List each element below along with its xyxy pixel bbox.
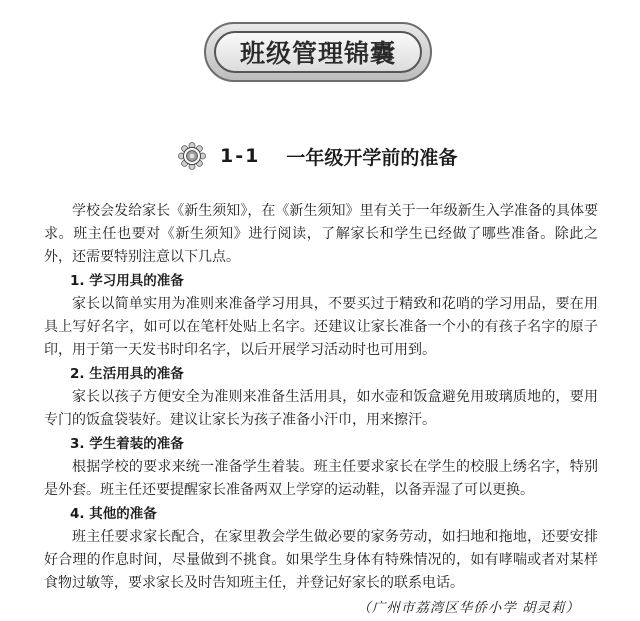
item-heading-3: 3. 学生着装的准备 <box>70 436 184 452</box>
item-text-4: 班主任要求家长配合，在家里教会学生做必要的家务劳动，如扫地和拖地，还要安排好合理的作息时间，尽量做到不挑食。如果学生身体有特殊情况的，如有哮喘或者对某样食物过敏等，要求家长及时告知班主任，并登记好家长的联系电话。 <box>44 529 598 591</box>
section-heading <box>178 141 457 171</box>
flower-icon <box>178 142 206 170</box>
item-heading-1: 1. 学习用具的准备 <box>70 273 184 289</box>
body-text <box>44 200 598 621</box>
title-banner-inner <box>214 31 422 73</box>
item-heading-2: 2. 生活用具的准备 <box>70 366 184 382</box>
banner-title: 班级管理锦囊 <box>239 39 396 68</box>
item-heading-4: 4. 其他的准备 <box>70 506 157 522</box>
title-banner <box>204 22 432 82</box>
item-text-3: 根据学校的要求来统一准备学生着装。班主任要求家长在学生的校服上绣名字，特别是外套。班主任还要提醒家长准备两双上学穿的运动鞋，以备弄湿了可以更换。 <box>44 459 598 498</box>
intro-paragraph: 学校会发给家长《新生须知》，在《新生须知》里有关于一年级新生入学准备的具体要求。班主任也要对《新生须知》进行阅读，了解家长和学生已经做了哪些准备。除此之外，还需要特别注意以下几点。 <box>44 203 598 265</box>
item-text-1: 家长以简单实用为准则来准备学习用具，不要买过于精致和花哨的学习用品，要在用具上写好名字，如可以在笔杆处贴上名字。还建议让家长准备一个小的有孩子名字的原子印，用于第一天发书时印名字，以后开展学习活动时也可用到。 <box>44 296 598 358</box>
section-title: 一年级开学前的准备 <box>286 146 458 169</box>
author-signature: （广州市荔湾区华侨小学 胡灵莉） <box>357 600 580 616</box>
section-number: 1-1 <box>220 145 261 167</box>
item-text-2: 家长以孩子方便安全为准则来准备生活用具，如水壶和饭盒避免用玻璃质地的，要用专门的饭盒袋装好。建议让家长为孩子准备小汗巾，用来擦汗。 <box>44 389 598 428</box>
